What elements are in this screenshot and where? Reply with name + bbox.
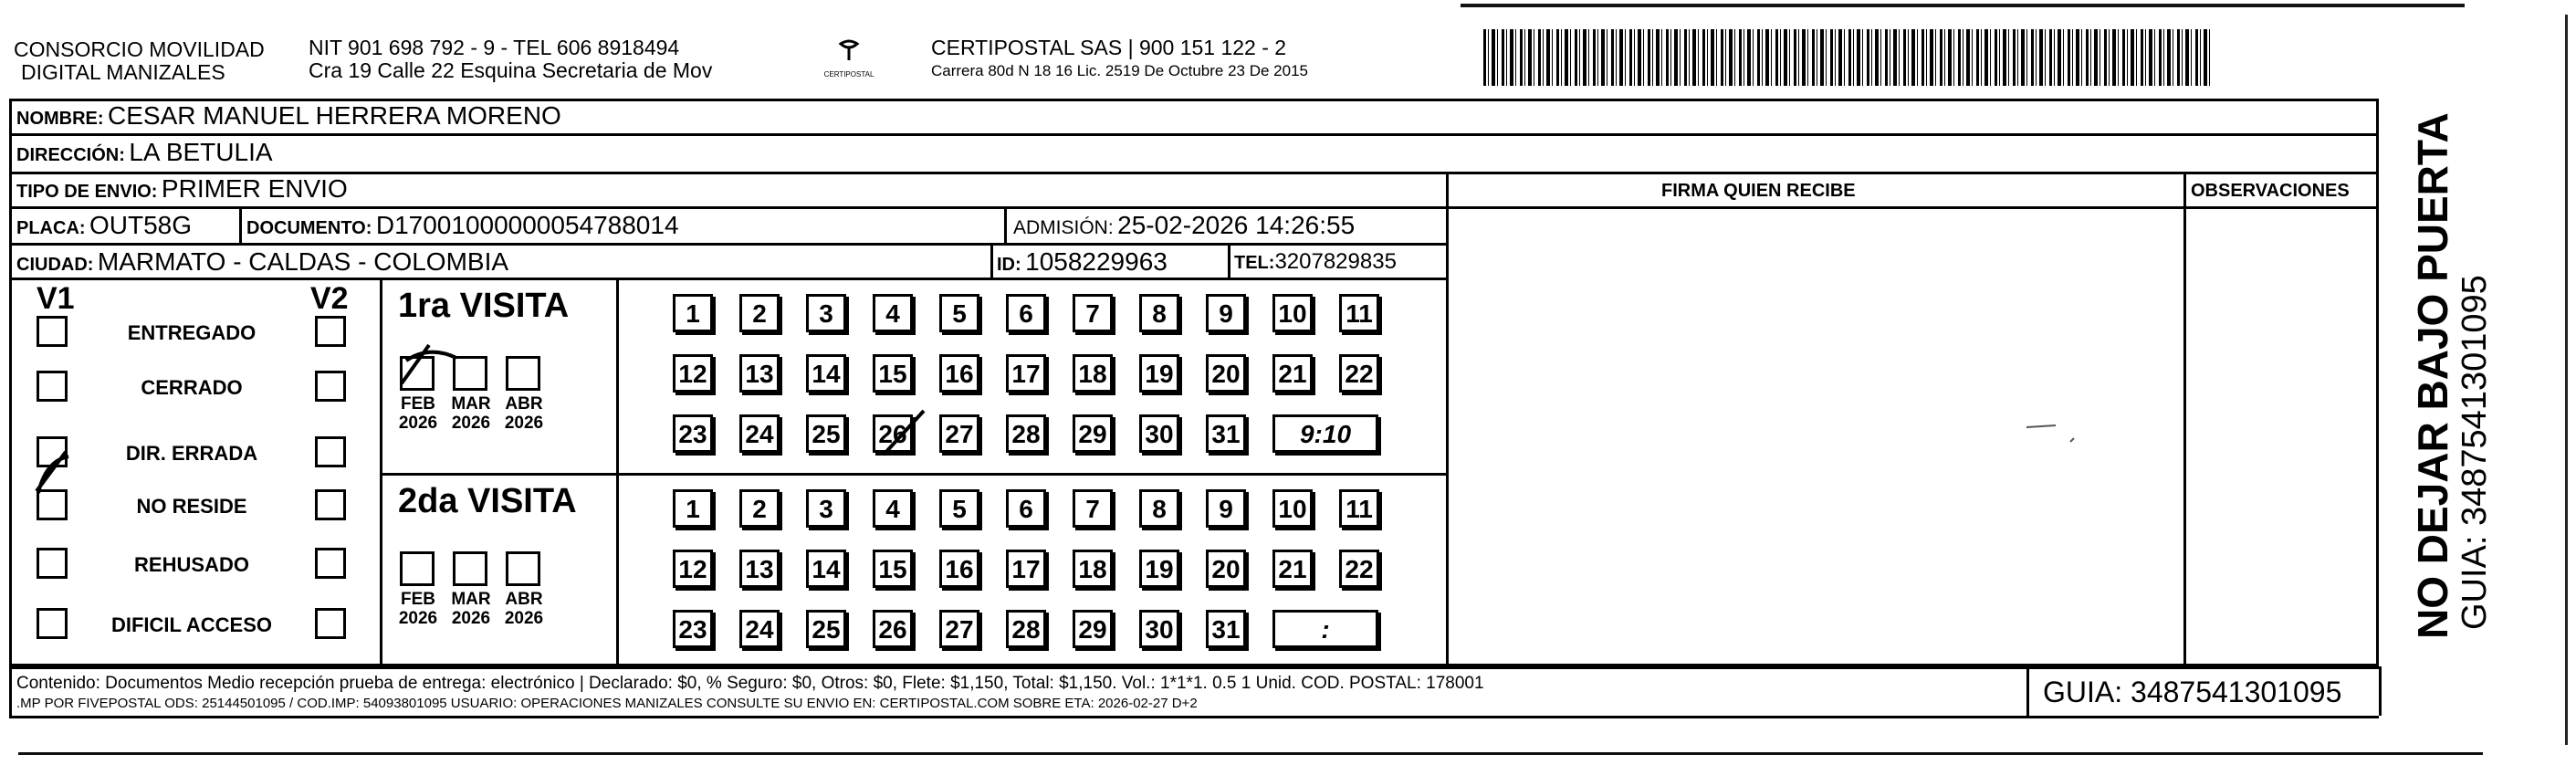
id-value: 1058229963 xyxy=(1025,247,1168,276)
second-visit-day-box[interactable]: 18 xyxy=(1073,550,1113,588)
first-visit-day-box[interactable]: 30 xyxy=(1139,414,1179,453)
month-label: MAR xyxy=(451,394,491,414)
first-visit-day-box[interactable]: 22 xyxy=(1339,354,1379,393)
second-visit-day-box[interactable]: 3 xyxy=(806,489,846,528)
second-visit-day-box[interactable]: 26 xyxy=(873,610,913,648)
second-visit-day-box[interactable]: 5 xyxy=(939,489,979,528)
year-label: 2026 xyxy=(398,609,438,628)
documento-label: DOCUMENTO: xyxy=(246,218,372,238)
month-label: ABR xyxy=(505,590,543,609)
first-visit-day-box[interactable]: 16 xyxy=(939,354,979,393)
first-visit-day-box[interactable]: 23 xyxy=(673,414,713,453)
address-line: Cra 19 Calle 22 Esquina Secretaria de Mov xyxy=(309,58,713,82)
first-visit-day-box[interactable]: 11 xyxy=(1339,294,1379,332)
second-visit-time-box[interactable]: : xyxy=(1272,610,1378,648)
first-visit-day-box[interactable]: 24 xyxy=(739,414,780,453)
day-26-strike-icon xyxy=(884,411,924,455)
first-visit-day-box[interactable]: 31 xyxy=(1206,414,1246,453)
feb-check-mark-icon xyxy=(402,345,456,383)
stray-mark-icon xyxy=(2026,425,2074,442)
first-visit-day-box[interactable]: 1 xyxy=(673,294,713,332)
first-visit-day-box[interactable]: 18 xyxy=(1073,354,1113,393)
second-visit-day-box[interactable]: 12 xyxy=(673,550,713,588)
ciudad-value: MARMATO - CALDAS - COLOMBIA xyxy=(97,247,509,276)
direccion-value: LA BETULIA xyxy=(129,138,273,166)
second-visit-title: 2da VISITA xyxy=(398,482,577,520)
second-visit-day-box[interactable]: 24 xyxy=(739,610,780,648)
month-label: MAR xyxy=(451,590,491,609)
admision-value: 25-02-2026 14:26:55 xyxy=(1117,211,1356,239)
ciudad-label: CIUDAD: xyxy=(16,255,94,275)
second-visit-day-box[interactable]: 10 xyxy=(1272,489,1313,528)
first-visit-day-box[interactable]: 15 xyxy=(873,354,913,393)
month-label: FEB xyxy=(401,394,435,414)
status-option-label: ENTREGADO xyxy=(127,321,257,344)
second-visit-day-box[interactable]: 25 xyxy=(806,610,846,648)
tipo-value: PRIMER ENVIO xyxy=(161,174,348,203)
first-visit-day-box[interactable]: 13 xyxy=(739,354,780,393)
month-label: ABR xyxy=(505,394,543,414)
second-visit-day-box[interactable]: 30 xyxy=(1139,610,1179,648)
company-line-2: DIGITAL MANIZALES xyxy=(21,60,225,84)
second-visit-day-box[interactable]: 22 xyxy=(1339,550,1379,588)
first-visit-day-box[interactable]: 27 xyxy=(939,414,979,453)
second-visit-day-box[interactable]: 20 xyxy=(1206,550,1246,588)
second-visit-day-box[interactable]: 13 xyxy=(739,550,780,588)
second-visit-day-box[interactable]: 7 xyxy=(1073,489,1113,528)
admision-label: ADMISIÓN: xyxy=(1013,217,1114,238)
nombre-value: CESAR MANUEL HERRERA MORENO xyxy=(108,101,561,130)
first-visit-day-box[interactable]: 20 xyxy=(1206,354,1246,393)
logo-text: CERTIPOSTAL xyxy=(823,70,874,79)
status-option-label: NO RESIDE xyxy=(136,495,247,518)
second-visit-day-box[interactable]: 2 xyxy=(739,489,780,528)
first-visit-day-box[interactable]: 5 xyxy=(939,294,979,332)
second-visit-day-box[interactable]: 14 xyxy=(806,550,846,588)
first-visit-day-box[interactable]: 10 xyxy=(1272,294,1313,332)
first-visit-time-box[interactable]: 9:10 xyxy=(1272,414,1378,453)
year-label: 2026 xyxy=(451,609,491,628)
v2-header: V2 xyxy=(310,281,349,316)
second-visit-day-box[interactable]: 15 xyxy=(873,550,913,588)
first-visit-day-box[interactable]: 17 xyxy=(1006,354,1046,393)
second-visit-day-box[interactable]: 11 xyxy=(1339,489,1379,528)
second-visit-day-box[interactable]: 9 xyxy=(1206,489,1246,528)
first-visit-day-box[interactable]: 29 xyxy=(1073,414,1113,453)
firma-label: FIRMA QUIEN RECIBE xyxy=(1661,181,1856,201)
first-visit-day-box[interactable]: 9 xyxy=(1206,294,1246,332)
v1-header: V1 xyxy=(37,281,75,316)
year-label: 2026 xyxy=(504,414,544,433)
company-line-1: CONSORCIO MOVILIDAD xyxy=(14,37,265,61)
certi-line-1: CERTIPOSTAL SAS | 900 151 122 - 2 xyxy=(931,36,1287,59)
status-option-label: REHUSADO xyxy=(134,553,249,576)
first-visit-title: 1ra VISITA xyxy=(398,287,570,325)
certi-line-2: Carrera 80d N 18 16 Lic. 2519 De Octubre 23 De 2015 xyxy=(931,62,1308,79)
observaciones-label: OBSERVACIONES xyxy=(2191,181,2350,201)
first-visit-day-box[interactable]: 26 xyxy=(873,414,913,453)
second-visit-day-box[interactable]: 6 xyxy=(1006,489,1046,528)
nit-line: NIT 901 698 792 - 9 - TEL 606 8918494 xyxy=(309,36,680,59)
direccion-label: DIRECCIÓN: xyxy=(16,145,125,165)
tel-label: TEL: xyxy=(1234,253,1275,273)
second-visit-day-box[interactable]: 16 xyxy=(939,550,979,588)
placa-label: PLACA: xyxy=(16,218,86,238)
second-visit-day-box[interactable]: 19 xyxy=(1139,550,1179,588)
first-visit-day-box[interactable]: 8 xyxy=(1139,294,1179,332)
footer-meta-line: .MP POR FIVEPOSTAL ODS: 25144501095 / COD.IMP: 54093801095 USUARIO: OPERACIONES MANIZALES CONSULTE SU ENVIO EN: CERTIPOSTAL.COM SOBRE ETA: 2026-02-27 D+2 xyxy=(16,696,1198,711)
dir-errada-check-icon xyxy=(37,452,68,493)
second-visit-day-box[interactable]: 17 xyxy=(1006,550,1046,588)
second-visit-day-box[interactable]: 8 xyxy=(1139,489,1179,528)
side-warning: NO DEJAR BAJO PUERTA xyxy=(2409,112,2456,639)
month-label: FEB xyxy=(401,590,435,609)
first-visit-day-box[interactable]: 25 xyxy=(806,414,846,453)
year-label: 2026 xyxy=(398,414,438,433)
first-visit-day-box[interactable]: 6 xyxy=(1006,294,1046,332)
first-visit-day-box[interactable]: 28 xyxy=(1006,414,1046,453)
documento-value: D17001000000054788014 xyxy=(375,211,679,239)
first-visit-day-box[interactable]: 2 xyxy=(739,294,780,332)
side-guia: GUIA: 3487541301095 xyxy=(2456,275,2494,630)
first-visit-day-box[interactable]: 7 xyxy=(1073,294,1113,332)
year-label: 2026 xyxy=(451,414,491,433)
status-option-label: DIR. ERRADA xyxy=(125,442,258,465)
second-visit-day-box[interactable]: 1 xyxy=(673,489,713,528)
second-visit-day-box[interactable]: 27 xyxy=(939,610,979,648)
first-visit-day-box[interactable]: 3 xyxy=(806,294,846,332)
first-visit-day-box[interactable]: 4 xyxy=(873,294,913,332)
first-visit-day-box[interactable]: 19 xyxy=(1139,354,1179,393)
second-visit-day-box[interactable]: 31 xyxy=(1206,610,1246,648)
second-visit-day-box[interactable]: 23 xyxy=(673,610,713,648)
id-label: ID: xyxy=(997,255,1021,275)
tel-value: 3207829835 xyxy=(1274,249,1397,274)
first-visit-day-box[interactable]: 14 xyxy=(806,354,846,393)
second-visit-day-box[interactable]: 4 xyxy=(873,489,913,528)
nombre-label: NOMBRE: xyxy=(16,109,104,129)
second-visit-day-box[interactable]: 29 xyxy=(1073,610,1113,648)
placa-value: OUT58G xyxy=(89,211,193,239)
footer-content-line: Contenido: Documentos Medio recepción prueba de entrega: electrónico | Declarado: $0, % Seguro: $0, Otros: $0, Flete: $1,150, Total: $1,150. Vol.: 1*1*1. 0.5 1 Unid. COD. POSTAL: 178001 xyxy=(16,674,1484,693)
status-option-label: CERRADO xyxy=(141,376,243,399)
second-visit-day-box[interactable]: 21 xyxy=(1272,550,1313,588)
first-visit-day-box[interactable]: 21 xyxy=(1272,354,1313,393)
first-visit-day-box[interactable]: 12 xyxy=(673,354,713,393)
footer-guia-box: GUIA: 3487541301095 xyxy=(2043,676,2342,708)
tipo-label: TIPO DE ENVIO: xyxy=(16,182,158,202)
second-visit-day-box[interactable]: 28 xyxy=(1006,610,1046,648)
scan-edge-right xyxy=(2565,15,2568,745)
status-option-label: DIFICIL ACCESO xyxy=(110,613,272,636)
year-label: 2026 xyxy=(504,609,544,628)
